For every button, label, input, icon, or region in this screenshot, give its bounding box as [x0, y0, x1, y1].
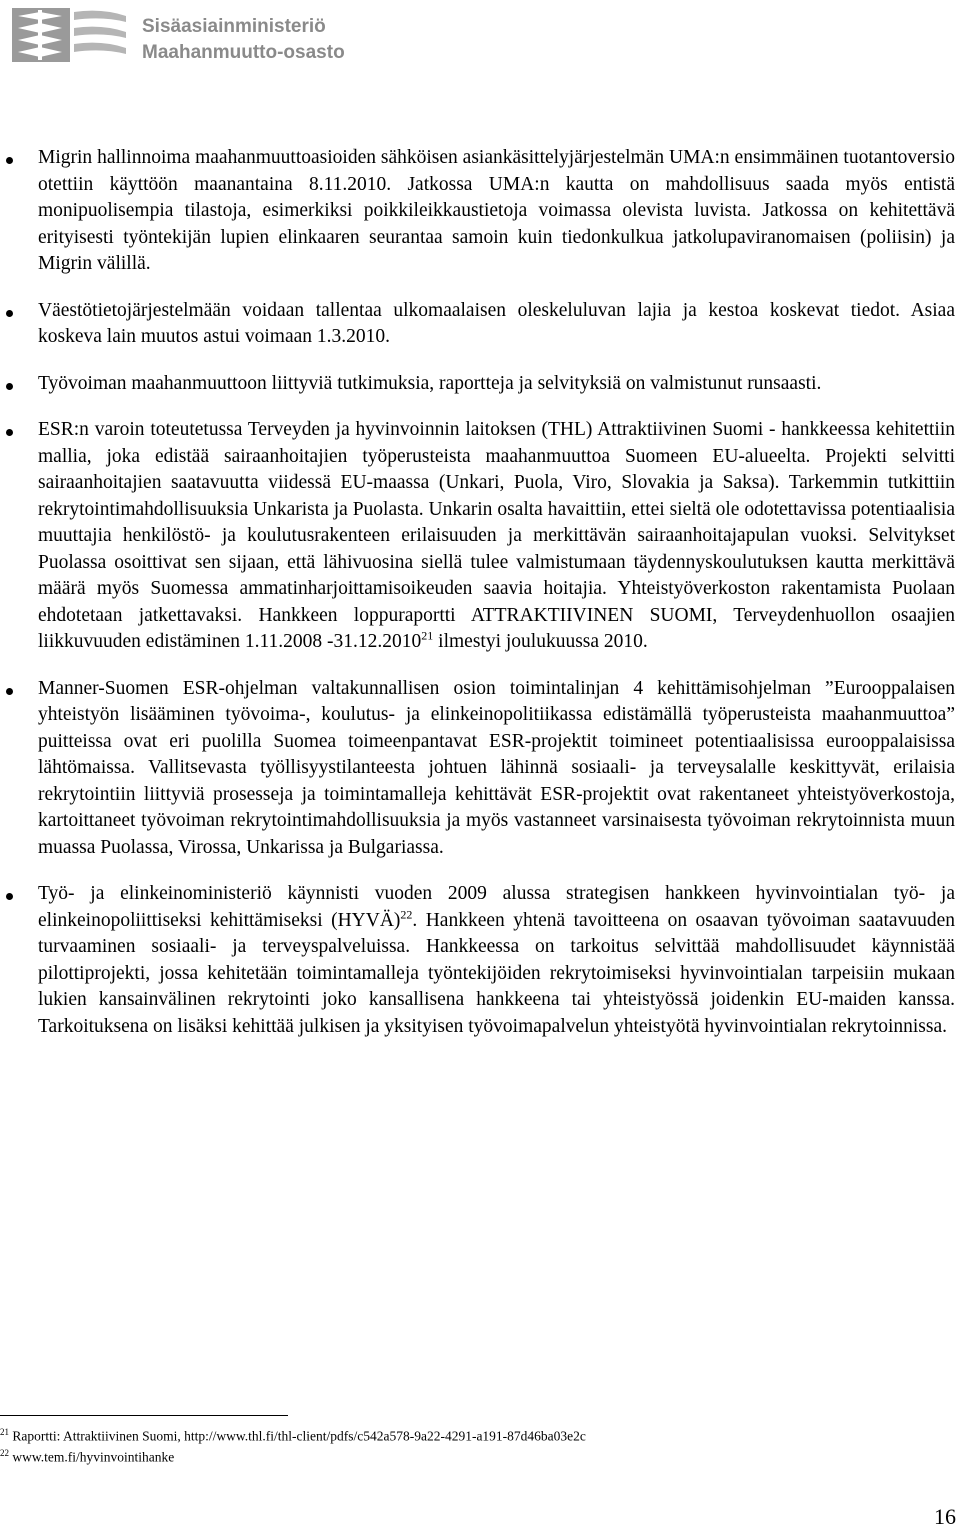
bullet-text: Migrin hallinnoima maahanmuuttoasioiden sähköisen asiankäsittelyjärjestelmän UMA:n ensimmäinen tuotantoversio otettiin käyttöön maanantaina 8.11.2010. Jatkossa UMA:n kautta on mahdollisuus saada myös entistä monipuolisempia tilastoja, esimerkiksi poikkileikkaustietoja voimassa olevista luvista. Jatkossa on kehitettävä erityisesti työntekijän lupien elinkaaren seurantaa samoin kuin tiedonkulkua jatkolupaviranomaisen (poliisin) ja Migrin välillä. — [38, 147, 955, 274]
bullet-dot-icon — [6, 383, 13, 390]
bullet-text: Väestötietojärjestelmään voidaan tallentaa ulkomaalaisen oleskeluluvan lajia ja kestoa koskevat tiedot. Asiaa koskeva lain muutos astui voimaan 1.3.2010. — [38, 299, 955, 347]
footnotes — [0, 1424, 586, 1465]
footnote-ref[interactable]: 22 — [400, 907, 413, 921]
list-item — [0, 145, 960, 278]
bullet-text-after: ilmestyi joulukuussa 2010. — [433, 631, 648, 652]
footnote — [0, 1424, 586, 1445]
list-item — [0, 676, 960, 862]
department-name: Maahanmuutto-osasto — [142, 42, 345, 63]
ministry-emblem-icon — [10, 6, 130, 64]
footnote — [0, 1445, 586, 1466]
bullet-text — [38, 417, 955, 656]
bullet-text-main: Työ- ja elinkeinoministeriö käynnisti vuoden 2009 alussa strategisen hankkeen hyvinvointialan työ- ja elinkeinopoliittiseksi kehittämiseksi (HYVÄ) — [38, 883, 955, 931]
ministry-name: Sisäasiainministeriö — [142, 16, 326, 37]
page-number: 16 — [934, 1504, 956, 1529]
list-item — [0, 371, 960, 398]
bullet-dot-icon — [6, 429, 13, 436]
bullet-dot-icon — [6, 688, 13, 695]
footnote-divider — [0, 1415, 288, 1416]
bullet-dot-icon — [6, 893, 13, 900]
footnote-ref[interactable]: 21 — [421, 628, 434, 643]
footnote-text[interactable]: Raportti: Attraktiivinen Suomi, http://www.thl.fi/thl-client/pdfs/c542a578-9a22-4291-a191-87d46ba03e2c — [9, 1428, 586, 1444]
bullet-text: Manner-Suomen ESR-ohjelman valtakunnallisen osion toimintalinjan 4 kehittämisohjelman ”Eurooppalaisen yhteistyön lisääminen työvoima-, koulutus- ja elinkeinopolitiikassa edistämällä työperusteista maahanmuuttoa” puitteissa ovat eri puolilla Suomea toimeenpantavat ESR-projektit toimineet potentiaalisissa eurooppalaisissa lähtömaissa. Vallitsevasta työllisyystilanteesta johtuen lähinnä sosiaali- ja terveysalalle keskittyvät, erilaisia rekrytointiin liittyviä prosesseja ja toimintamalleja kehittävät ESR-projektit ovat rakentaneet yhteistyöverkostoja, kartoittaneet työvoiman rekrytointimahdollisuuksia ja myös vastanneet varsinaisesta työvoiman rekrytoinnista muun muassa Puolassa, Virossa, Unkarissa ja Bulgariassa. — [38, 677, 955, 858]
bullet-list — [0, 145, 960, 1040]
bullet-text — [38, 881, 955, 1040]
footnote-number: 21 — [0, 1427, 9, 1437]
footnote-text[interactable]: www.tem.fi/hyvinvointihanke — [9, 1449, 175, 1464]
footnote-number: 22 — [0, 1447, 9, 1458]
bullet-dot-icon — [6, 310, 13, 317]
list-item — [0, 298, 960, 351]
bullet-text-main: ESR:n varoin toteutetussa Terveyden ja hyvinvoinnin laitoksen (THL) Attraktiivinen Suomi - hankkeessa kehitettiin mallia, joka edistää sairaanhoitajien työperusteista maahanmuuttoa Suomeen EU-alueelta. Projekti selvitti sairaanhoitajien saatavuutta viidessä EU-maassa (Unkari, Puola, Viro, Slovakia ja Saksa). Tarkemmin tutkittiin rekrytointimahdollisuuksia Unkarista ja Puolasta. Unkarin osalta havaittiin, ettei sieltä ole odotettavissa potentiaalisia muuttajia henkilöstö- ja koulutusrakenteen erilaisuuden ja merkittävän sairaanhoitajapulan vuoksi. Selvitykset Puolassa osoittivat sen sijaan, että lähivuosina siellä tulee valmistumaan täydennyskoulutuksen kautta merkittävä määrä myös Suomessa ammatinharjoittamisoikeuden saavia hoitajia. Yhteistyöverkoston rakentamista Puolaan ehdotetaan jatkettavaksi. Hankkeen loppuraportti ATTRAKTIIVINEN SUOMI, Terveydenhuollon osaajien liikkuvuuden edistäminen 1.11.2008 -31.12.2010 — [38, 419, 955, 652]
list-item — [0, 881, 960, 1040]
bullet-text-after: . Hankkeen yhtenä tavoitteena on osaavan työvoiman saatavuuden turvaaminen sosiaali- ja terveyspalveluissa. Hankkeessa on tarkoitus selvittää mahdollisuudet käynnistää pilottiprojekti, jossa kehitetään toimintamalleja työntekijöiden rekrytoimiseksi hyvinvointialan tarpeisiin mukaan lukien kansainvälinen rekrytointi joko kansallisena hankkeena tai yhteistyössä joidenkin EU-maiden kanssa. Tarkoituksena on lisäksi kehittää julkisen ja yksityisen työvoimapalvelun yhteistyötä hyvinvointialan rekrytoinnissa. — [38, 909, 955, 1037]
bullet-dot-icon — [6, 157, 13, 164]
list-item — [0, 417, 960, 656]
bullet-text: Työvoiman maahanmuuttoon liittyviä tutkimuksia, raportteja ja selvityksiä on valmistunut runsaasti. — [38, 372, 822, 394]
